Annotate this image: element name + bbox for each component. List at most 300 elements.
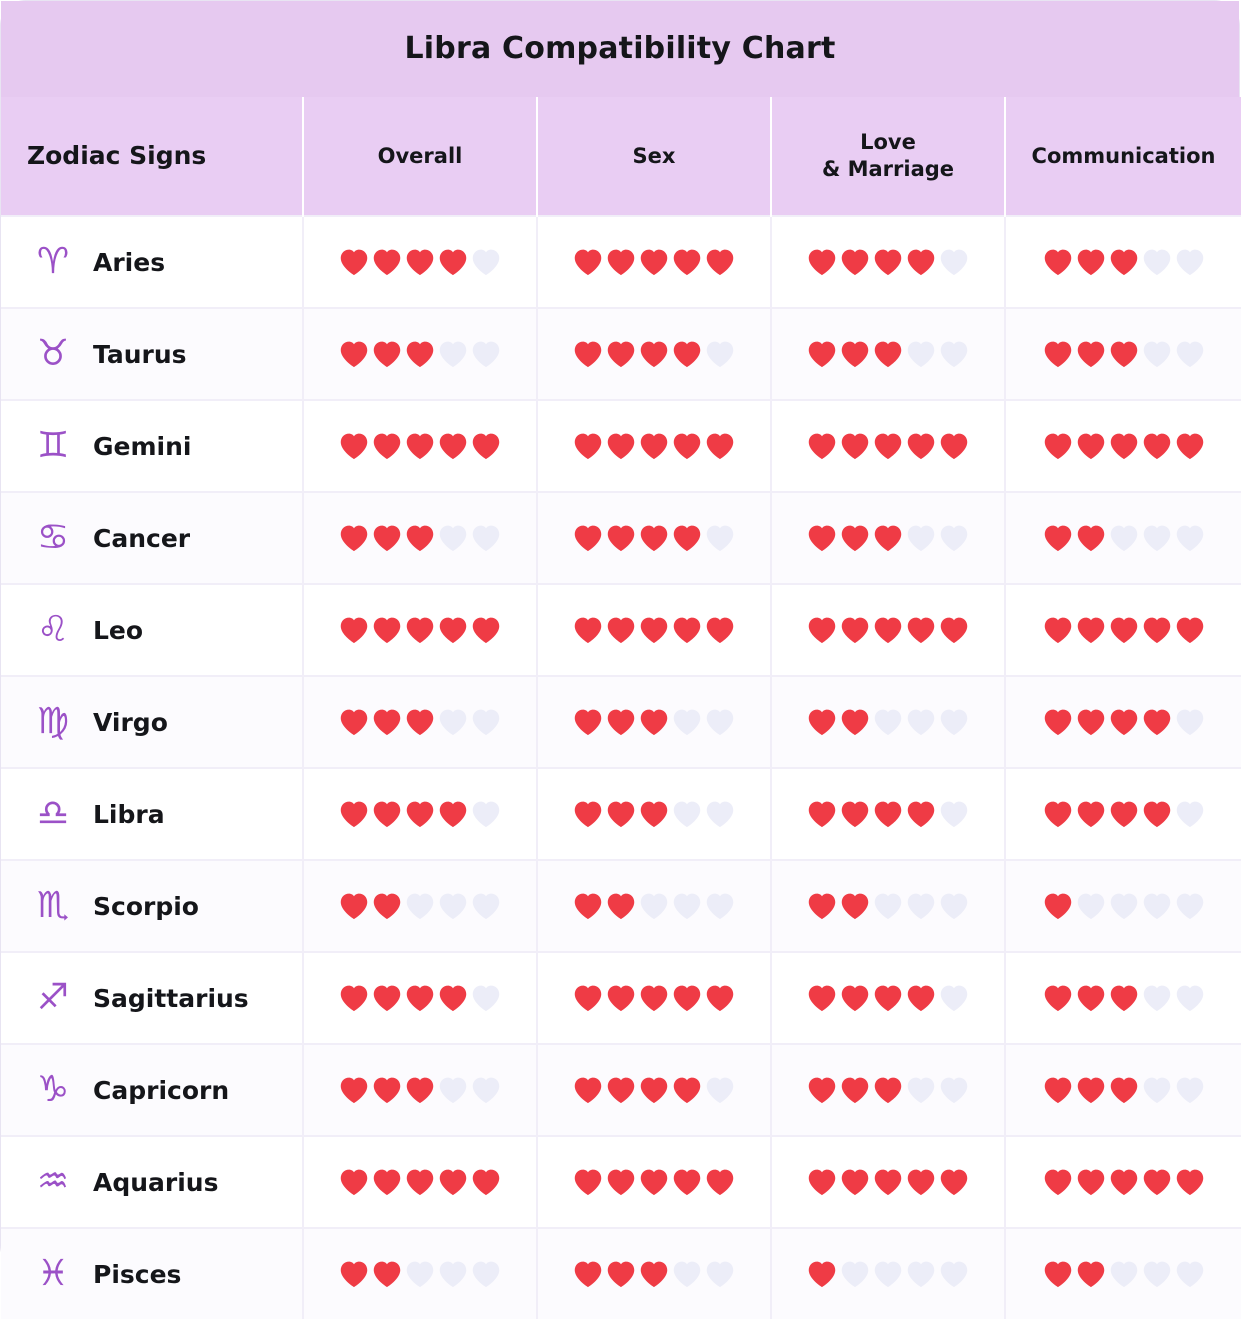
rating-cell <box>537 584 771 676</box>
rating-hearts <box>773 432 1003 460</box>
rating-hearts <box>1007 708 1240 736</box>
sign-label: Leo <box>93 615 144 645</box>
heart-filled-icon <box>1043 432 1073 460</box>
heart-filled-icon <box>1076 1260 1106 1288</box>
zodiac-aquarius-icon: ♒ <box>36 1161 70 1202</box>
heart-filled-icon <box>840 1076 870 1104</box>
zodiac-aries-icon: ♈ <box>36 241 70 282</box>
rating-cell <box>1005 860 1241 952</box>
heart-filled-icon <box>339 708 369 736</box>
heart-filled-icon <box>372 1168 402 1196</box>
heart-filled-icon <box>339 1260 369 1288</box>
heart-filled-icon <box>672 984 702 1012</box>
heart-filled-icon <box>705 432 735 460</box>
heart-empty-icon <box>705 800 735 828</box>
heart-filled-icon <box>939 616 969 644</box>
heart-filled-icon <box>1076 248 1106 276</box>
rating-cell <box>537 308 771 400</box>
heart-filled-icon <box>873 432 903 460</box>
heart-filled-icon <box>372 248 402 276</box>
rating-hearts <box>1007 432 1240 460</box>
sign-cell <box>1 768 303 860</box>
heart-empty-icon <box>939 1076 969 1104</box>
rating-hearts <box>539 984 769 1012</box>
heart-empty-icon <box>939 248 969 276</box>
rating-hearts <box>539 340 769 368</box>
heart-empty-icon <box>438 1260 468 1288</box>
heart-empty-icon <box>705 1076 735 1104</box>
rating-hearts <box>539 248 769 276</box>
zodiac-taurus-icon: ♉ <box>36 333 70 374</box>
heart-empty-icon <box>471 1260 501 1288</box>
heart-filled-icon <box>873 248 903 276</box>
heart-empty-icon <box>672 892 702 920</box>
heart-filled-icon <box>672 1076 702 1104</box>
heart-filled-icon <box>1043 892 1073 920</box>
heart-filled-icon <box>339 800 369 828</box>
heart-empty-icon <box>906 892 936 920</box>
heart-filled-icon <box>1142 432 1172 460</box>
sign-cell <box>1 308 303 400</box>
table-row <box>1 216 1241 308</box>
table-row <box>1 768 1241 860</box>
rating-hearts <box>305 340 535 368</box>
heart-filled-icon <box>405 1168 435 1196</box>
rating-cell <box>1005 952 1241 1044</box>
zodiac-virgo-icon: ♍ <box>36 701 70 742</box>
heart-empty-icon <box>1142 892 1172 920</box>
heart-filled-icon <box>606 1260 636 1288</box>
zodiac-cancer-icon: ♋ <box>36 517 70 558</box>
heart-filled-icon <box>672 524 702 552</box>
column-header-sex: Sex <box>537 97 771 216</box>
rating-hearts <box>305 524 535 552</box>
heart-filled-icon <box>573 340 603 368</box>
column-header-communication: Communication <box>1005 97 1241 216</box>
rating-cell <box>1005 492 1241 584</box>
heart-empty-icon <box>906 1076 936 1104</box>
sign-cell <box>1 676 303 768</box>
rating-cell <box>771 584 1005 676</box>
heart-filled-icon <box>405 708 435 736</box>
rating-hearts <box>1007 248 1240 276</box>
heart-filled-icon <box>639 340 669 368</box>
heart-filled-icon <box>1175 1168 1205 1196</box>
sign-label: Aries <box>93 247 166 277</box>
heart-filled-icon <box>672 340 702 368</box>
rating-hearts <box>773 1168 1003 1196</box>
heart-filled-icon <box>471 616 501 644</box>
sign-label: Gemini <box>93 431 192 461</box>
heart-filled-icon <box>807 708 837 736</box>
heart-filled-icon <box>705 248 735 276</box>
heart-filled-icon <box>807 1168 837 1196</box>
heart-filled-icon <box>873 1076 903 1104</box>
heart-filled-icon <box>1076 616 1106 644</box>
heart-empty-icon <box>405 1260 435 1288</box>
table-body <box>1 216 1241 1319</box>
heart-filled-icon <box>840 892 870 920</box>
heart-filled-icon <box>1109 432 1139 460</box>
rating-hearts <box>539 892 769 920</box>
heart-filled-icon <box>906 1168 936 1196</box>
heart-filled-icon <box>1109 708 1139 736</box>
rating-cell <box>303 1044 537 1136</box>
heart-filled-icon <box>606 800 636 828</box>
heart-empty-icon <box>1109 524 1139 552</box>
heart-filled-icon <box>573 1260 603 1288</box>
rating-cell <box>537 676 771 768</box>
heart-empty-icon <box>939 340 969 368</box>
heart-filled-icon <box>807 1260 837 1288</box>
rating-hearts <box>539 1260 769 1288</box>
heart-filled-icon <box>372 1076 402 1104</box>
heart-filled-icon <box>807 524 837 552</box>
heart-empty-icon <box>840 1260 870 1288</box>
heart-filled-icon <box>1076 340 1106 368</box>
rating-cell <box>1005 584 1241 676</box>
sign-label: Scorpio <box>93 891 199 921</box>
heart-filled-icon <box>339 892 369 920</box>
rating-hearts <box>539 616 769 644</box>
sign-label: Capricorn <box>93 1075 230 1105</box>
table-row <box>1 308 1241 400</box>
heart-filled-icon <box>405 524 435 552</box>
heart-filled-icon <box>906 800 936 828</box>
rating-cell <box>1005 216 1241 308</box>
zodiac-sagittarius-icon: ♐ <box>36 977 70 1018</box>
heart-filled-icon <box>573 1076 603 1104</box>
heart-empty-icon <box>471 248 501 276</box>
heart-filled-icon <box>573 708 603 736</box>
sign-label: Libra <box>93 799 165 829</box>
heart-empty-icon <box>939 892 969 920</box>
heart-filled-icon <box>339 432 369 460</box>
heart-filled-icon <box>672 1168 702 1196</box>
rating-hearts <box>305 1168 535 1196</box>
sign-cell <box>1 952 303 1044</box>
heart-filled-icon <box>1076 984 1106 1012</box>
heart-filled-icon <box>1076 1076 1106 1104</box>
heart-filled-icon <box>438 248 468 276</box>
heart-empty-icon <box>1175 892 1205 920</box>
rating-cell <box>303 400 537 492</box>
heart-empty-icon <box>939 708 969 736</box>
heart-empty-icon <box>939 1260 969 1288</box>
heart-filled-icon <box>807 616 837 644</box>
heart-filled-icon <box>906 984 936 1012</box>
heart-filled-icon <box>573 984 603 1012</box>
heart-filled-icon <box>840 708 870 736</box>
heart-filled-icon <box>372 800 402 828</box>
rating-hearts <box>539 432 769 460</box>
rating-hearts <box>305 892 535 920</box>
rating-hearts <box>1007 1260 1240 1288</box>
heart-filled-icon <box>873 616 903 644</box>
heart-filled-icon <box>639 984 669 1012</box>
heart-empty-icon <box>438 892 468 920</box>
sign-cell <box>1 1136 303 1228</box>
rating-hearts <box>1007 800 1240 828</box>
heart-empty-icon <box>705 524 735 552</box>
heart-filled-icon <box>840 616 870 644</box>
rating-hearts <box>1007 892 1240 920</box>
heart-filled-icon <box>471 432 501 460</box>
heart-empty-icon <box>639 892 669 920</box>
heart-filled-icon <box>573 1168 603 1196</box>
column-header-sign: Zodiac Signs <box>1 97 303 216</box>
rating-cell <box>771 860 1005 952</box>
heart-empty-icon <box>405 892 435 920</box>
zodiac-pisces-icon: ♓ <box>36 1253 70 1294</box>
rating-cell <box>1005 1228 1241 1319</box>
heart-filled-icon <box>672 616 702 644</box>
sign-cell <box>1 492 303 584</box>
heart-filled-icon <box>1142 1168 1172 1196</box>
heart-filled-icon <box>339 616 369 644</box>
heart-filled-icon <box>573 800 603 828</box>
heart-filled-icon <box>1109 616 1139 644</box>
heart-filled-icon <box>1076 1168 1106 1196</box>
heart-empty-icon <box>939 524 969 552</box>
heart-filled-icon <box>339 984 369 1012</box>
heart-filled-icon <box>1142 800 1172 828</box>
heart-filled-icon <box>372 708 402 736</box>
rating-hearts <box>773 1260 1003 1288</box>
heart-filled-icon <box>606 340 636 368</box>
heart-filled-icon <box>873 340 903 368</box>
heart-filled-icon <box>1043 524 1073 552</box>
rating-cell <box>771 1136 1005 1228</box>
heart-filled-icon <box>606 708 636 736</box>
heart-empty-icon <box>1175 524 1205 552</box>
heart-filled-icon <box>405 248 435 276</box>
rating-hearts <box>1007 616 1240 644</box>
heart-filled-icon <box>339 340 369 368</box>
heart-empty-icon <box>939 800 969 828</box>
rating-hearts <box>773 708 1003 736</box>
heart-filled-icon <box>606 248 636 276</box>
heart-filled-icon <box>639 248 669 276</box>
rating-hearts <box>539 800 769 828</box>
heart-empty-icon <box>906 708 936 736</box>
heart-filled-icon <box>405 984 435 1012</box>
compatibility-table <box>1 97 1241 1319</box>
zodiac-leo-icon: ♌ <box>36 609 70 650</box>
rating-hearts <box>773 984 1003 1012</box>
heart-filled-icon <box>1109 248 1139 276</box>
heart-empty-icon <box>471 800 501 828</box>
table-row <box>1 492 1241 584</box>
heart-filled-icon <box>1109 1076 1139 1104</box>
rating-hearts <box>1007 524 1240 552</box>
rating-cell <box>537 1228 771 1319</box>
rating-cell <box>1005 768 1241 860</box>
sign-cell <box>1 584 303 676</box>
heart-filled-icon <box>807 892 837 920</box>
heart-filled-icon <box>672 248 702 276</box>
table-row <box>1 860 1241 952</box>
heart-empty-icon <box>672 800 702 828</box>
heart-filled-icon <box>1043 708 1073 736</box>
rating-cell <box>1005 676 1241 768</box>
rating-hearts <box>1007 984 1240 1012</box>
heart-filled-icon <box>906 616 936 644</box>
heart-filled-icon <box>606 1076 636 1104</box>
heart-filled-icon <box>573 248 603 276</box>
sign-cell <box>1 1044 303 1136</box>
rating-cell <box>537 400 771 492</box>
heart-filled-icon <box>438 432 468 460</box>
rating-hearts <box>305 708 535 736</box>
heart-filled-icon <box>573 524 603 552</box>
rating-cell <box>771 952 1005 1044</box>
heart-filled-icon <box>1043 1168 1073 1196</box>
rating-cell <box>303 676 537 768</box>
heart-filled-icon <box>438 800 468 828</box>
heart-filled-icon <box>705 616 735 644</box>
heart-empty-icon <box>906 524 936 552</box>
rating-cell <box>303 584 537 676</box>
rating-cell <box>1005 308 1241 400</box>
table-row <box>1 1136 1241 1228</box>
heart-empty-icon <box>1175 1076 1205 1104</box>
heart-filled-icon <box>639 616 669 644</box>
heart-filled-icon <box>906 432 936 460</box>
rating-cell <box>537 1044 771 1136</box>
heart-filled-icon <box>1109 340 1139 368</box>
rating-hearts <box>1007 340 1240 368</box>
heart-filled-icon <box>573 892 603 920</box>
rating-hearts <box>305 432 535 460</box>
heart-filled-icon <box>405 1076 435 1104</box>
rating-hearts <box>539 524 769 552</box>
heart-empty-icon <box>705 708 735 736</box>
table-header <box>1 97 1241 216</box>
heart-filled-icon <box>606 1168 636 1196</box>
heart-filled-icon <box>807 984 837 1012</box>
heart-filled-icon <box>339 248 369 276</box>
rating-cell <box>537 216 771 308</box>
heart-filled-icon <box>939 432 969 460</box>
rating-hearts <box>305 1076 535 1104</box>
rating-hearts <box>305 616 535 644</box>
rating-cell <box>537 1136 771 1228</box>
rating-hearts <box>305 800 535 828</box>
heart-empty-icon <box>672 708 702 736</box>
sign-label: Virgo <box>93 707 168 737</box>
heart-filled-icon <box>372 616 402 644</box>
heart-filled-icon <box>1043 616 1073 644</box>
heart-empty-icon <box>471 524 501 552</box>
heart-filled-icon <box>1175 616 1205 644</box>
rating-cell <box>303 492 537 584</box>
rating-hearts <box>773 1076 1003 1104</box>
rating-hearts <box>773 524 1003 552</box>
heart-filled-icon <box>672 432 702 460</box>
rating-cell <box>303 1228 537 1319</box>
sign-cell <box>1 400 303 492</box>
heart-filled-icon <box>840 248 870 276</box>
heart-filled-icon <box>438 984 468 1012</box>
heart-empty-icon <box>705 892 735 920</box>
heart-empty-icon <box>873 1260 903 1288</box>
heart-filled-icon <box>606 524 636 552</box>
heart-filled-icon <box>438 616 468 644</box>
heart-empty-icon <box>438 1076 468 1104</box>
heart-filled-icon <box>1076 432 1106 460</box>
rating-hearts <box>773 616 1003 644</box>
page-title: Libra Compatibility Chart <box>1 1 1239 97</box>
rating-cell <box>537 492 771 584</box>
zodiac-gemini-icon: ♊ <box>36 425 70 466</box>
heart-filled-icon <box>1076 708 1106 736</box>
heart-filled-icon <box>372 1260 402 1288</box>
heart-filled-icon <box>471 1168 501 1196</box>
heart-filled-icon <box>1076 800 1106 828</box>
sign-cell <box>1 860 303 952</box>
rating-hearts <box>773 248 1003 276</box>
heart-empty-icon <box>471 340 501 368</box>
rating-cell <box>771 400 1005 492</box>
heart-empty-icon <box>1142 1260 1172 1288</box>
heart-filled-icon <box>1043 1076 1073 1104</box>
heart-filled-icon <box>807 1076 837 1104</box>
heart-filled-icon <box>639 432 669 460</box>
heart-filled-icon <box>639 1168 669 1196</box>
heart-filled-icon <box>405 340 435 368</box>
heart-filled-icon <box>339 1168 369 1196</box>
heart-filled-icon <box>1109 1168 1139 1196</box>
rating-cell <box>771 216 1005 308</box>
heart-filled-icon <box>807 248 837 276</box>
heart-filled-icon <box>405 800 435 828</box>
heart-filled-icon <box>1142 708 1172 736</box>
rating-cell <box>303 768 537 860</box>
table-row <box>1 584 1241 676</box>
sign-label: Cancer <box>93 523 191 553</box>
sign-cell <box>1 216 303 308</box>
heart-filled-icon <box>807 800 837 828</box>
heart-empty-icon <box>438 708 468 736</box>
heart-filled-icon <box>1043 248 1073 276</box>
heart-filled-icon <box>372 892 402 920</box>
heart-empty-icon <box>1175 340 1205 368</box>
heart-empty-icon <box>906 340 936 368</box>
heart-filled-icon <box>339 1076 369 1104</box>
heart-filled-icon <box>639 800 669 828</box>
heart-empty-icon <box>471 1076 501 1104</box>
heart-empty-icon <box>873 708 903 736</box>
column-header-overall: Overall <box>303 97 537 216</box>
rating-hearts <box>773 800 1003 828</box>
rating-cell <box>771 1044 1005 1136</box>
heart-filled-icon <box>1109 984 1139 1012</box>
heart-filled-icon <box>807 432 837 460</box>
heart-filled-icon <box>1043 800 1073 828</box>
heart-empty-icon <box>1175 800 1205 828</box>
rating-hearts <box>305 248 535 276</box>
column-header-love-marriage <box>771 97 1005 216</box>
heart-filled-icon <box>705 1168 735 1196</box>
heart-empty-icon <box>873 892 903 920</box>
rating-hearts <box>1007 1168 1240 1196</box>
heart-filled-icon <box>639 524 669 552</box>
heart-filled-icon <box>405 616 435 644</box>
heart-empty-icon <box>1142 248 1172 276</box>
rating-cell <box>771 768 1005 860</box>
heart-filled-icon <box>939 1168 969 1196</box>
